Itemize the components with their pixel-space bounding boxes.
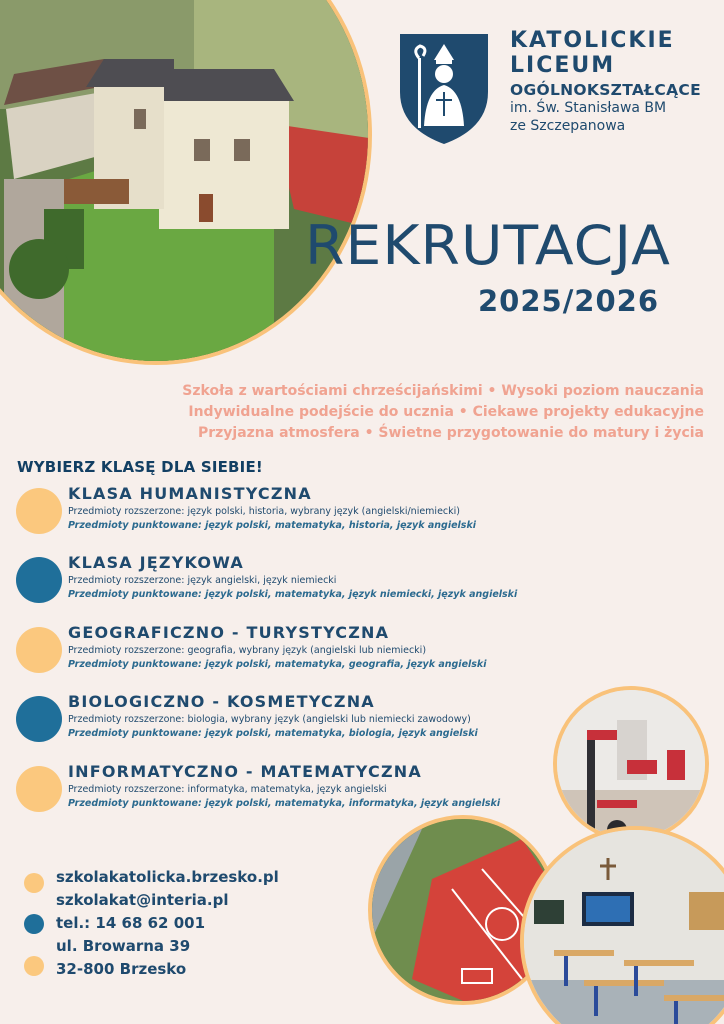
- class-item-jezykowa: [16, 553, 576, 603]
- school-crest-logo: [396, 30, 492, 146]
- class-extended-subjects: Przedmioty rozszerzone: język angielski, język niemiecki: [68, 575, 337, 586]
- school-name-line4: im. Św. Stanisława BM: [510, 100, 667, 116]
- bullet-dot: [16, 696, 62, 742]
- school-name-line2: LICEUM: [510, 53, 616, 78]
- school-name-block: [510, 28, 701, 135]
- class-scored-subjects: Przedmioty punktowane: język polski, matematyka, biologia, język angielski: [68, 728, 478, 739]
- class-scored-subjects: Przedmioty punktowane: język polski, matematyka, język niemiecki, język angielski: [68, 589, 518, 600]
- bullet-dot: [16, 557, 62, 603]
- contact-city: 32-800 Brzesko: [56, 960, 187, 978]
- class-extended-subjects: Przedmioty rozszerzone: geografia, wybrany język (angielski lub niemiecki): [68, 645, 427, 656]
- school-name-line3: OGÓLNOKSZTAŁCĄCE: [510, 81, 701, 99]
- school-year: 2025/2026: [478, 284, 660, 318]
- gym-photo: [553, 686, 709, 842]
- class-item-informatyczno-matematyczna: [16, 762, 576, 812]
- class-item-biologiczno-kosmetyczna: [16, 692, 576, 742]
- class-scored-subjects: Przedmioty punktowane: język polski, matematyka, historia, język angielski: [68, 520, 477, 531]
- bullet-dot: [16, 766, 62, 812]
- class-name: INFORMATYCZNO - MATEMATYCZNA: [68, 762, 422, 781]
- bullet-dot: [16, 627, 62, 673]
- contact-dot: [24, 873, 44, 893]
- contact-phone[interactable]: tel.: 14 68 62 001: [56, 914, 206, 932]
- contact-dot: [24, 914, 44, 934]
- contact-website[interactable]: szkolakatolicka.brzesko.pl: [56, 868, 279, 886]
- class-item-humanistyczna: [16, 484, 576, 534]
- slogan-line-1: Szkoła z wartościami chrześcijańskimi • Wysoki poziom nauczania: [182, 383, 704, 399]
- classroom-photo: [520, 826, 724, 1024]
- slogan-line-2: Indywidualne podejście do ucznia • Ciekawe projekty edukacyjne: [188, 404, 704, 420]
- class-name: GEOGRAFICZNO - TURYSTYCZNA: [68, 623, 390, 642]
- school-name-line5: ze Szczepanowa: [510, 118, 626, 134]
- contact-email[interactable]: szkolakat@interia.pl: [56, 891, 229, 909]
- contact-dot: [24, 956, 44, 976]
- school-building-photo: [0, 0, 372, 365]
- school-name-line1: KATOLICKIE: [510, 28, 675, 53]
- contact-street: ul. Browarna 39: [56, 937, 191, 955]
- slogan-line-3: Przyjazna atmosfera • Świetne przygotowanie do matury i życia: [197, 425, 704, 441]
- class-name: BIOLOGICZNO - KOSMETYCZNA: [68, 692, 375, 711]
- class-scored-subjects: Przedmioty punktowane: język polski, matematyka, geografia, język angielski: [68, 659, 487, 670]
- class-name: KLASA HUMANISTYCZNA: [68, 484, 312, 503]
- bullet-dot: [16, 488, 62, 534]
- class-extended-subjects: Przedmioty rozszerzone: informatyka, matematyka, język angielski: [68, 784, 387, 795]
- class-extended-subjects: Przedmioty rozszerzone: biologia, wybrany język (angielski lub niemiecki zawodowy): [68, 714, 471, 725]
- headline: REKRUTACJA: [305, 214, 671, 277]
- class-name: KLASA JĘZYKOWA: [68, 553, 244, 572]
- choose-class-heading: WYBIERZ KLASĘ DLA SIEBIE!: [17, 458, 263, 476]
- class-scored-subjects: Przedmioty punktowane: język polski, matematyka, informatyka, język angielski: [68, 798, 501, 809]
- class-extended-subjects: Przedmioty rozszerzone: język polski, historia, wybrany język (angielski/niemiecki): [68, 506, 460, 517]
- class-item-geograficzno-turystyczna: [16, 623, 576, 673]
